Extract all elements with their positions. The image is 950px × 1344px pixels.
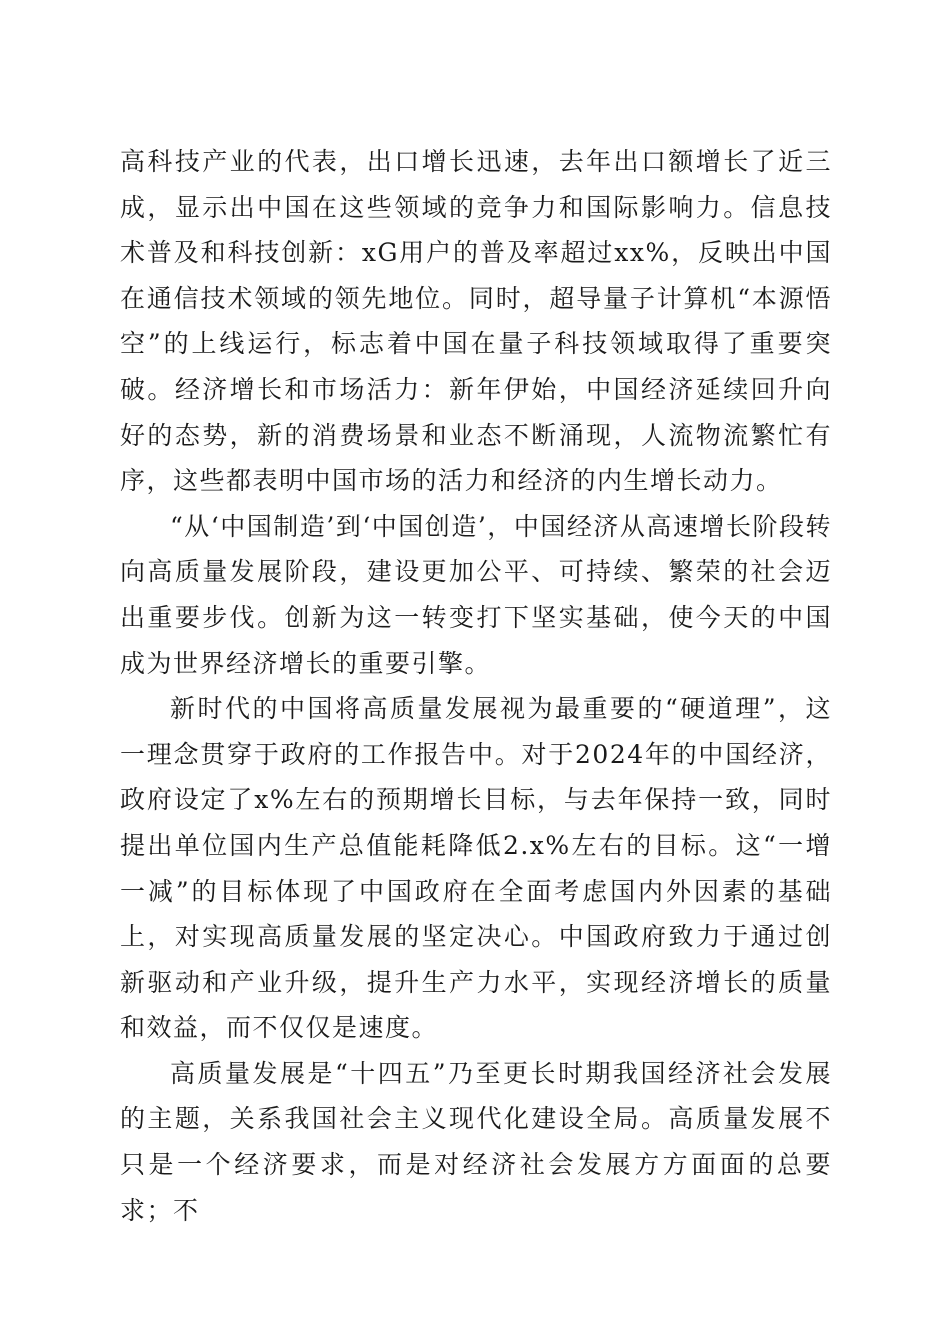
paragraph-1: 高科技产业的代表，出口增长迅速，去年出口额增长了近三成，显示出中国在这些领域的竞争力和国际影响力。信息技术普及和科技创新：xG用户的普及率超过xx%，反映出中国在通信技术领域的领先地位。同时，超导量子计算机“本源悟空”的上线运行，标志着中国在量子科技领域取得了重要突破。经济增长和市场活力：新年伊始，中国经济延续回升向好的态势，新的消费场景和业态不断涌现，人流物流繁忙有序，这些都表明中国市场的活力和经济的内生增长动力。 <box>120 147 832 496</box>
paragraph-4: 高质量发展是“十四五”乃至更长时期我国经济社会发展的主题，关系我国社会主义现代化建设全局。高质量发展不只是一个经济要求，而是对经济社会发展方方面面的总要求；不 <box>120 1058 832 1225</box>
document-body <box>120 139 832 1233</box>
paragraph-2: “从‘中国制造’到‘中国创造’，中国经济从高速增长阶段转向高质量发展阶段，建设更加公平、可持续、繁荣的社会迈出重要步伐。创新为这一转变打下坚实基础，使今天的中国成为世界经济增长的重要引擎。 <box>120 511 832 678</box>
paragraph-3: 新时代的中国将高质量发展视为最重要的“硬道理”，这一理念贯穿于政府的工作报告中。对于2024年的中国经济，政府设定了x%左右的预期增长目标，与去年保持一致，同时提出单位国内生产总值能耗降低2.x%左右的目标。这“一增一减”的目标体现了中国政府在全面考虑国内外因素的基础上，对实现高质量发展的坚定决心。中国政府致力于通过创新驱动和产业升级，提升生产力水平，实现经济增长的质量和效益，而不仅仅是速度。 <box>120 694 832 1043</box>
